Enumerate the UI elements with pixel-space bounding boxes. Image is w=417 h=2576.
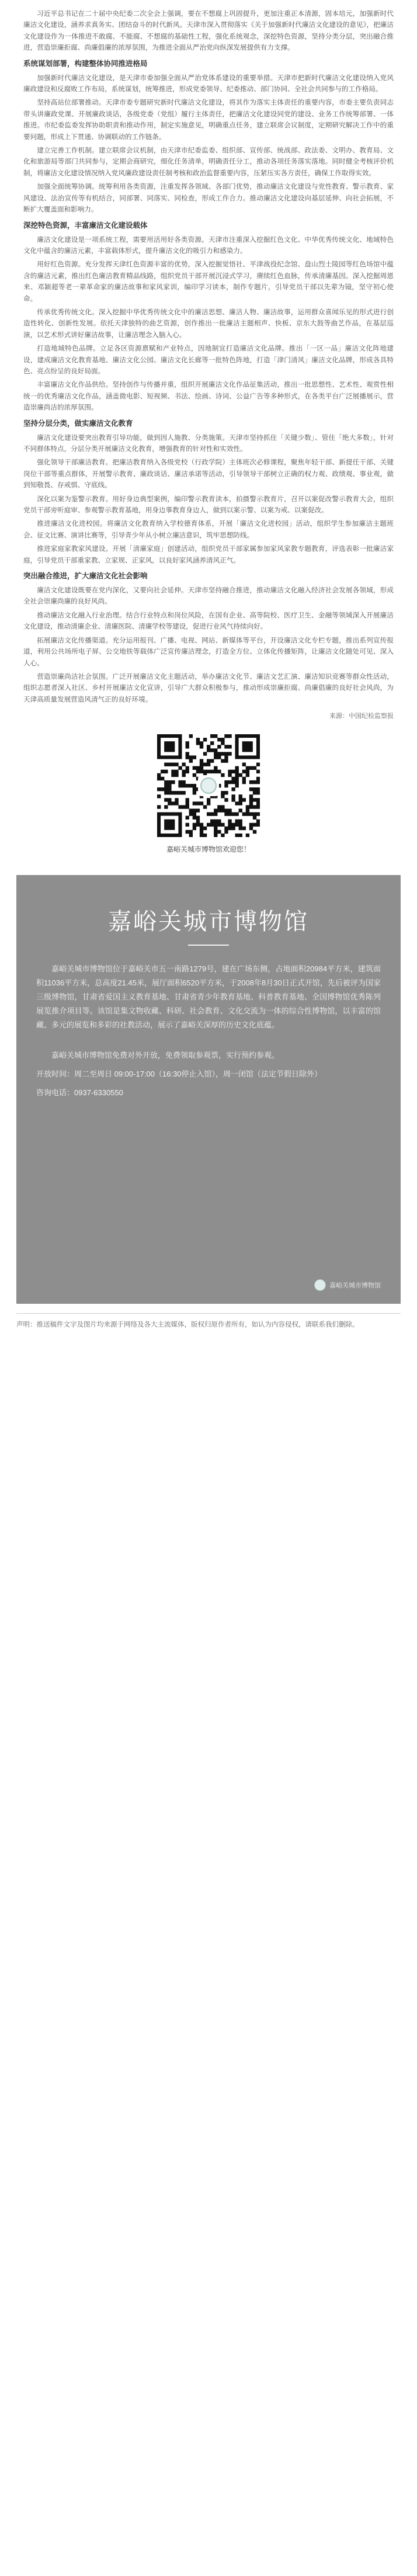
article-source: 来源：中国纪检监察报 — [329, 713, 394, 720]
section-paragraph: 打造地域特色品牌。立足各区资源禀赋和产业特点，因地制宜打造廉洁文化品牌。推出「一区一品」廉洁文化阵地建设，建成廉洁文化教育基地、廉洁文化公园、廉洁文化长廊等一批特色阵地，打造「津门清风」廉洁文化品牌，形成各具特色、亮点纷呈的良好局面。 — [23, 345, 394, 375]
section-paragraph: 建立完善工作机制。建立联席会议机制，由天津市纪委监委、组织部、宣传部、统战部、政法委、文明办、教育局、文化和旅游局等部门共同参与，定期会商研究，细化任务清单，明确责任分工，推动各项任务落实落地。同时健全考核评价机制，将廉洁文化建设情况纳入党风廉政建设责任制考核和政治监督重要内容，压紧压实各方责任，确保工作取得实效。 — [23, 147, 394, 177]
promo-description: 嘉峪关城市博物馆位于嘉峪关市五一南路1279号，建在广场东侧，占地面积20984平方米，建筑面积11036平方米，总高度21.45米，展厅面积6520平方米，于2008年8月30日正式开馆，先后被评为国家三级博物馆，甘肃省爱国主义教育基地、甘肃省青少年教育基地、科普教育基地、全国博物馆优秀陈列展览推介项目等。该馆是集文物收藏、科研、社会教育、文化交流为一体的综合性博物馆，以丰富的馆藏、多元的展览和多彩的社教活动，展示了嘉峪关深厚的历史文化底蕴。 — [36, 964, 381, 1030]
intro-paragraph: 习近平总书记在二十届中央纪委二次全会上强调，要在不想腐上巩固提升，更加注重正本清源，固本培元，加强新时代廉洁文化建设，涵养求真务实、团结奋斗的时代新风。天津市深入贯彻落实《关于加强新时代廉洁文化建设的意见》，把廉洁文化建设作为一体推进不敢腐、不能腐、不想腐的基础性工程，强化系统观念，深挖特色资源，坚持分类分层，突出融合推进，营造崇廉拒腐、尚廉倡廉的浓厚氛围，为推进全面从严治党向纵深发展提供有力支撑。 — [23, 10, 394, 52]
section-heading: 突出融合推进，扩大廉洁文化社会影响 — [23, 572, 148, 581]
section-paragraph: 深化以案为鉴警示教育。用好身边典型案例，编印警示教育读本，拍摄警示教育片，召开以案促改警示教育大会，组织党员干部旁听庭审、参观警示教育基地，用身边事教育身边人，做到以案示警、以案为戒、以案促改。 — [23, 495, 394, 515]
section-paragraph: 丰富廉洁文化作品供给。坚持创作与传播并重，组织开展廉洁文化作品征集活动，推出一批思想性、艺术性、观赏性相统一的优秀廉洁文化作品，涵盖微电影、短视频、书法、绘画、诗词、公益广告等多种形式，在各类平台广泛展播展示，营造崇廉尚洁的浓厚氛围。 — [23, 381, 394, 412]
promo-watermark — [314, 1279, 381, 1291]
section-paragraph: 廉洁文化建设要突出教育引导功能，做到因人施教、分类施策。天津市坚持抓住「关键少数」、管住「绝大多数」，针对不同群体特点，分层分类开展廉洁文化教育，增强教育的针对性和实效性。 — [23, 433, 394, 453]
qr-logo-icon — [198, 775, 219, 796]
disclaimer: 声明：推送稿件文字及图片均来源于网络及各大主流媒体，版权归原作者所有，如认为内容侵权，请联系我们删除。 — [16, 1313, 401, 1331]
section-paragraph: 用好红色资源。充分发挥天津红色资源丰富的优势，深入挖掘觉悟社、平津战役纪念馆、盘山烈士陵园等红色场馆中蕴含的廉洁元素，推出红色廉洁教育精品线路，组织党员干部开展沉浸式学习，赓续红色血脉，传承清廉基因。深入挖掘周恩来、邓颖超等老一辈革命家的廉洁故事和家风家训，编印学习读本，制作专题片，引导党员干部以先辈为镜，坚守初心使命。 — [23, 261, 394, 303]
section-paragraph: 坚持高站位部署推动。天津市委专题研究新时代廉洁文化建设，将其作为落实主体责任的重要内容，市委主要负责同志带头讲廉政党课、开展廉政谈话，各级党委（党组）履行主体责任，把廉洁文化建设同党的建设、业务工作统筹部署、一体推进。市纪委监委发挥协助职责和推动作用，制定实施意见，明确重点任务，建立联席会议制度，定期研究解决工作中的重要问题，形成上下贯通、协调联动的工作链条。 — [23, 99, 394, 141]
section-paragraph: 拓展廉洁文化传播渠道。充分运用报刊、广播、电视、网站、新媒体等平台，开设廉洁文化专栏专题，推出系列宣传报道，利用公共场所电子屏、公交地铁等载体广泛宣传廉洁理念，打造全方位、立体化传播矩阵，让廉洁文化随处可见、深入人心。 — [23, 636, 394, 667]
section-paragraph: 廉洁文化建设是一项系统工程，需要用活用好各类资源。天津市注重深入挖掘红色文化、中华优秀传统文化、地域特色文化中蕴含的廉洁元素，丰富载体形式，提升廉洁文化的吸引力和感染力。 — [23, 235, 394, 255]
promo-hours: 开放时间：周二至周日 09:00-17:00（16:30停止入馆），周一闭馆（法定节假日除外） — [36, 1070, 322, 1079]
section-paragraph: 推进廉洁文化进校园。将廉洁文化教育纳入学校德育体系，开展「廉洁文化进校园」活动，组织学生参加廉洁主题班会、征文比赛、演讲比赛等，引导青少年从小树立廉洁意识，筑牢思想防线。 — [23, 520, 394, 539]
section-paragraph: 推动廉洁文化融入行业治理。结合行业特点和岗位风险，在国有企业、高等院校、医疗卫生、金融等领域深入开展廉洁文化建设，推动清廉企业、清廉医院、清廉学校等建设，促进行业风气持续向好。 — [23, 611, 394, 631]
article — [0, 0, 417, 720]
article-section — [23, 417, 394, 566]
section-paragraph: 强化领导干部廉洁教育。把廉洁教育纳入各级党校（行政学院）主体班次必修课程，聚焦年轻干部、新提任干部、关键岗位干部等重点群体，开展警示教育、廉政谈话、廉洁承诺等活动，引导领导干部树立正确的权力观、政绩观、事业观，做到知敬畏、存戒惧、守底线。 — [23, 459, 394, 489]
qr-code[interactable] — [157, 734, 260, 837]
promo-phone: 咨询电话：0937-6330550 — [36, 1088, 123, 1098]
promo-watermark-text: 嘉峪关城市博物馆 — [329, 1282, 381, 1290]
section-paragraph: 加强新时代廉洁文化建设，是天津市委加强全面从严治党体系建设的重要举措。天津市把新时代廉洁文化建设纳入党风廉政建设和反腐败工作布局，系统谋划，统筹推进，形成党委领导、纪委推动、部门协同、全社会共同参与的工作格局。 — [23, 74, 394, 93]
section-heading: 深挖特色资源，丰富廉洁文化建设载体 — [23, 221, 148, 230]
section-paragraph: 推进家庭家教家风建设。开展「清廉家庭」创建活动，组织党员干部家属参加家风家教专题教育，评选表彰一批廉洁家庭，引导党员干部重家教、立家规、正家风，以良好家风涵养清风正气。 — [23, 545, 394, 564]
article-intro — [23, 8, 394, 54]
article-section — [23, 57, 394, 216]
promo-visit-info: 嘉峪关城市博物馆免费对外开放，免费领取参观票，实行预约参观。 — [51, 1051, 280, 1060]
section-heading: 坚持分层分类，做实廉洁文化教育 — [23, 419, 133, 428]
section-heading: 系统谋划部署，构建整体协同推进格局 — [23, 59, 148, 68]
section-paragraph: 加强全面统筹协调。统筹利用各类资源，注重发挥各领域、各部门优势，推动廉洁文化建设与党性教育、警示教育、家风建设、法治宣传等有机结合，同部署、同落实、同检查，形成工作合力。推动廉洁文化建设向基层延伸、向社会拓展，不断扩大覆盖面和影响力。 — [23, 183, 394, 214]
article-section — [23, 570, 394, 705]
museum-logo-icon — [314, 1279, 326, 1291]
promo-divider — [188, 945, 229, 946]
article-section — [23, 219, 394, 414]
promo-title: 嘉峪关城市博物馆 — [108, 908, 309, 935]
section-paragraph: 营造崇廉尚洁社会氛围。广泛开展廉洁文化主题活动，举办廉洁文化节、廉洁文艺汇演、廉洁知识竞赛等群众性活动，组织志愿者深入社区、乡村开展廉洁文化宣讲，引导广大群众积极参与，推动形成崇廉拒腐、尚廉倡廉的良好社会风尚，为天津高质量发展营造风清气正的良好环境。 — [23, 672, 394, 703]
section-paragraph: 廉洁文化建设既要在党内深化，又要向社会延伸。天津市坚持融合推进，推动廉洁文化融入经济社会发展各领域，形成全社会崇廉尚廉的良好风尚。 — [23, 586, 394, 606]
qr-caption: 嘉峪关城市博物馆欢迎您！ — [166, 845, 251, 854]
museum-promo-card — [16, 875, 401, 1304]
section-paragraph: 传承优秀传统文化。深入挖掘中华优秀传统文化中的廉洁思想、廉洁人物、廉洁故事，运用群众喜闻乐见的形式进行创造性转化、创新性发展。依托天津独特的曲艺资源，创作推出一批廉洁主题相声、快板、京东大鼓等曲艺作品，在基层巡演，以艺术形式讲好廉洁故事，让廉洁理念入脑入心。 — [23, 308, 394, 339]
